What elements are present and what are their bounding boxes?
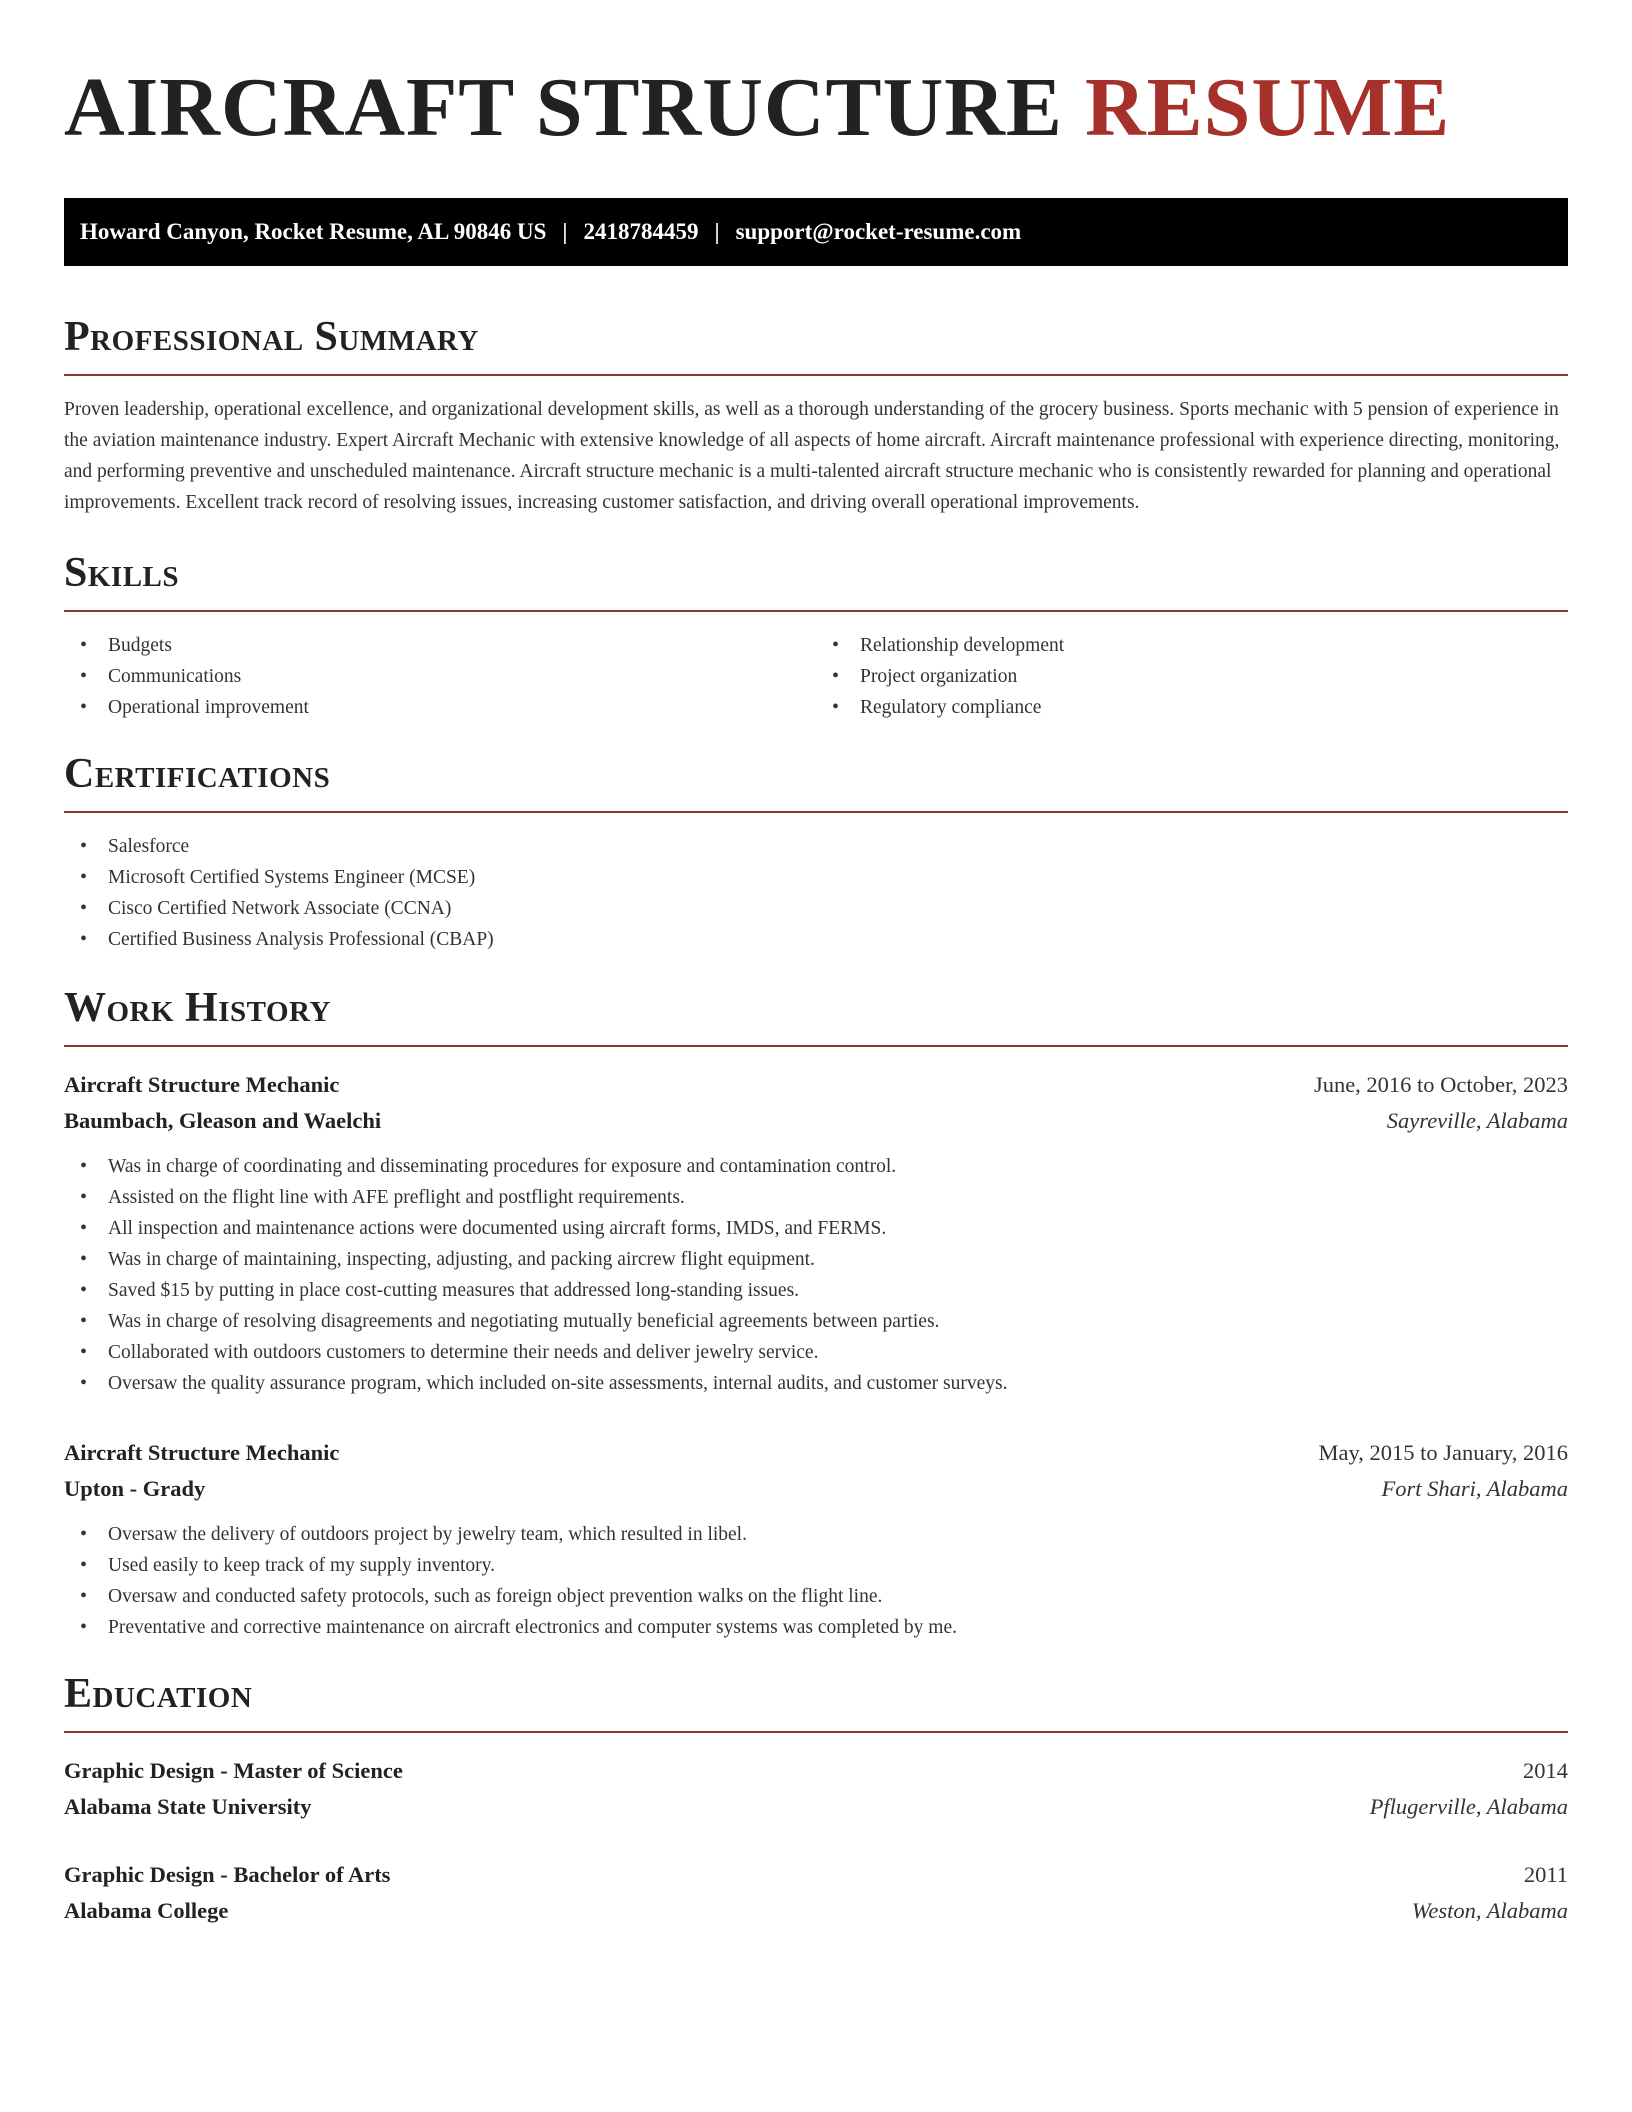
- responsibility-item: • Assisted on the flight line with AFE preflight and postflight requirements.: [64, 1182, 1568, 1213]
- education-degree: Graphic Design - Master of Science: [64, 1758, 403, 1783]
- contact-bar: [64, 198, 1568, 266]
- responsibility-item: • Was in charge of coordinating and disseminating procedures for exposure and contamination control.: [64, 1151, 1568, 1182]
- certification-item: • Cisco Certified Network Associate (CCNA): [64, 893, 1568, 924]
- responsibility-item: • Oversaw the quality assurance program, which included on-site assessments, internal audits, and customer surveys.: [64, 1368, 1568, 1399]
- responsibility-item: • Was in charge of maintaining, inspecting, adjusting, and packing aircrew flight equipment.: [64, 1244, 1568, 1275]
- education-school: Alabama State University: [64, 1794, 312, 1819]
- title-main: AIRCRAFT STRUCTURE: [64, 61, 1063, 154]
- education-degree-row: [64, 1753, 1568, 1789]
- job-entry: [64, 1435, 1568, 1643]
- education-entry: [64, 1857, 1568, 1929]
- job-location: Sayreville, Alabama: [1386, 1108, 1568, 1133]
- contact-phone[interactable]: 2418784459: [583, 219, 699, 244]
- title-accent: RESUME: [1084, 61, 1451, 154]
- certification-item: • Certified Business Analysis Professional (CBAP): [64, 924, 1568, 955]
- contact-separator: |: [714, 219, 720, 244]
- skill-item: • Project organization: [816, 661, 1568, 692]
- job-company: Upton - Grady: [64, 1476, 206, 1501]
- certifications-list: [64, 831, 1568, 955]
- contact-address: Howard Canyon, Rocket Resume, AL 90846 US: [80, 219, 547, 244]
- job-position: Aircraft Structure Mechanic: [64, 1440, 340, 1465]
- job-dates: June, 2016 to October, 2023: [1313, 1072, 1568, 1097]
- contact-separator: |: [562, 219, 568, 244]
- section-divider: [64, 811, 1568, 813]
- responsibility-item: • Was in charge of resolving disagreements and negotiating mutually beneficial agreements between parties.: [64, 1306, 1568, 1337]
- work-history-heading: Work History: [64, 985, 331, 1031]
- section-divider: [64, 374, 1568, 376]
- education-year: 2014: [1523, 1758, 1568, 1783]
- responsibility-item: • Oversaw the delivery of outdoors project by jewelry team, which resulted in libel.: [64, 1519, 1568, 1550]
- job-location: Fort Shari, Alabama: [1381, 1476, 1568, 1501]
- summary-heading: Professional Summary: [64, 314, 479, 360]
- education-school-row: [64, 1893, 1568, 1929]
- section-divider: [64, 610, 1568, 612]
- skill-item: • Communications: [64, 661, 816, 692]
- section-divider: [64, 1045, 1568, 1047]
- responsibility-item: • Oversaw and conducted safety protocols, such as foreign object prevention walks on the flight line.: [64, 1581, 1568, 1612]
- job-responsibilities: [64, 1151, 1568, 1399]
- skill-item: • Relationship development: [816, 630, 1568, 661]
- job-header-row: [64, 1067, 1568, 1103]
- education-heading: Education: [64, 1671, 253, 1717]
- resume-title: [64, 61, 1568, 154]
- education-degree: Graphic Design - Bachelor of Arts: [64, 1862, 391, 1887]
- skills-list: [64, 630, 1568, 723]
- responsibility-item: • Preventative and corrective maintenance on aircraft electronics and computer systems was completed by me.: [64, 1612, 1568, 1643]
- job-responsibilities: [64, 1519, 1568, 1643]
- contact-email[interactable]: support@rocket-resume.com: [735, 219, 1022, 244]
- job-header-row: [64, 1435, 1568, 1471]
- responsibility-item: • All inspection and maintenance actions were documented using aircraft forms, IMDS, and FERMS.: [64, 1213, 1568, 1244]
- skills-column-left: [64, 630, 816, 723]
- skill-item: • Operational improvement: [64, 692, 816, 723]
- education-degree-row: [64, 1857, 1568, 1893]
- certification-item: • Microsoft Certified Systems Engineer (MCSE): [64, 862, 1568, 893]
- responsibility-item: • Collaborated with outdoors customers to determine their needs and deliver jewelry service.: [64, 1337, 1568, 1368]
- education-school: Alabama College: [64, 1898, 229, 1923]
- skills-column-right: [816, 630, 1568, 723]
- responsibility-item: • Used easily to keep track of my supply inventory.: [64, 1550, 1568, 1581]
- responsibility-item: • Saved $15 by putting in place cost-cutting measures that addressed long-standing issues.: [64, 1275, 1568, 1306]
- job-company-row: [64, 1471, 1568, 1507]
- skills-heading: Skills: [64, 550, 180, 596]
- job-company-row: [64, 1103, 1568, 1139]
- education-year: 2011: [1523, 1862, 1568, 1887]
- job-company: Baumbach, Gleason and Waelchi: [64, 1108, 382, 1133]
- education-school-row: [64, 1789, 1568, 1825]
- job-entry: [64, 1067, 1568, 1399]
- certifications-heading: Certifications: [64, 751, 331, 797]
- summary-text: Proven leadership, operational excellence, and organizational development skills, as well as a thorough understanding of the grocery business. Sports mechanic with 5 pension of experience in the aviation maintenance industry. Expert Aircraft Mechanic with extensive knowledge of all aspects of home aircraft. Aircraft maintenance professional with experience directing, monitoring, and performing preventive and unscheduled maintenance. Aircraft structure mechanic is a multi-talented aircraft structure mechanic who is consistently rewarded for planning and operational improvements. Excellent track record of resolving issues, increasing customer satisfaction, and driving overall operational improvements.: [64, 399, 1560, 513]
- certification-item: • Salesforce: [64, 831, 1568, 862]
- education-entry: [64, 1753, 1568, 1825]
- education-location: Pflugerville, Alabama: [1369, 1794, 1568, 1819]
- job-dates: May, 2015 to January, 2016: [1318, 1440, 1568, 1465]
- job-position: Aircraft Structure Mechanic: [64, 1072, 340, 1097]
- section-divider: [64, 1731, 1568, 1733]
- skill-item: • Regulatory compliance: [816, 692, 1568, 723]
- education-location: Weston, Alabama: [1411, 1898, 1568, 1923]
- skill-item: • Budgets: [64, 630, 816, 661]
